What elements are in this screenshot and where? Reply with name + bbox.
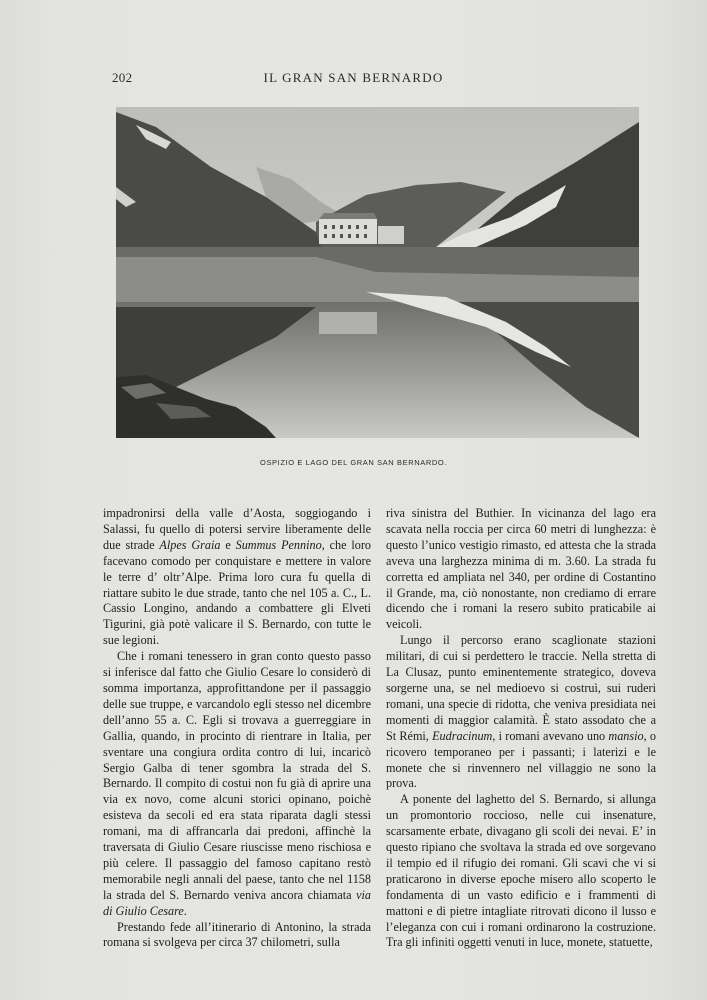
body-paragraph: [103, 920, 371, 952]
body-paragraph: [386, 633, 656, 792]
text-run: riva sinistra del Buthier. In vicinanza del lago era scavata nella roccia per circa 60 metri di lunghezza: è questo l’unico vestigio rimasto, ed attesta che la strada aveva una larghezza minima di m. 3.60. La strada fu corretta ed ampliata nel 340, per ordine di Costantino il Grande, ma, ciò nonostante, non crediamo di errare dicendo che i romani la resero subito praticabile ai veicoli.: [386, 506, 656, 632]
text-run: Lungo il percorso erano scaglionate stazioni militari, di cui si perdettero le traccie. Nella stretta di La Clusaz, punto eminentemente strategico, doveva sorgerne una, se nel medioevo si costruì, sui ruderi romani, una specie di ridotta, che veniva presidiata nei momenti di maggior calamità. È stato assodato che a St Rémi,: [386, 633, 656, 743]
right-text-column: [386, 506, 656, 951]
page-number: 202: [112, 70, 133, 85]
text-run: , che loro facevano comodo per conquistare e mettere in valore le terre d’ oltr’Alpe. Prima loro cura fu quella di riattare subito le due strade, tanto che nel 105 a. C., L. Cassio Longino, andando a combattere gli Elveti Tigurini, già potè valicare il S. Bernardo, con tutte le sue legioni.: [103, 537, 372, 648]
text-run: Prestando fede all’itinerario di Antonino, la strada romana si svolgeva per circa 37 chilometri, sulla: [103, 919, 371, 950]
body-paragraph: [103, 506, 371, 649]
body-paragraph: [386, 506, 656, 633]
figure-caption: OSPIZIO E LAGO DEL GRAN SAN BERNARDO.: [260, 458, 447, 467]
italic-text: Summus Pennino: [235, 537, 322, 552]
italic-text: mansio: [608, 728, 644, 743]
text-run: Che i romani tenessero in gran conto questo passo si inferisce dal fatto che Giulio Cesare lo considerò di somma importanza, approfittandone per il passaggio delle sue truppe, e varcandolo egli stesso nel dicembre dell’anno 55 a. C. Egli si trovava a guerreggiare in Gallia, quando, in procinto di rientrare in Italia, per sventare una congiura ordita contro di lui, incaricò Sergio Galba di tener sgombra la strada del S. Bernardo. Il compito di costui non fu già di aprire una via ex novo, come alcuni storici opinano, poichè esisteva da secoli ed era stata riparata dagli stessi romani, ma di affrancarla dai predoni, affinchè la traversata di Giulio Cesare riuscisse meno rischiosa e più celere. Il passaggio del famoso capitano restò memorabile negli annali del paese, tanto che nel 1158 la strada del S. Bernardo veniva ancora chiamata: [103, 649, 371, 902]
text-run: e: [220, 537, 236, 552]
left-text-column: [103, 506, 371, 951]
text-run: .: [183, 903, 187, 918]
hospice-lake-photo: [116, 107, 639, 438]
body-paragraph: [103, 649, 371, 919]
italic-text: Eudracinum: [432, 728, 493, 743]
running-title: IL GRAN SAN BERNARDO: [263, 70, 444, 85]
italic-text: via di Giulio Cesare: [103, 887, 371, 918]
text-run: A ponente del laghetto del S. Bernardo, si allunga un promontorio roccioso, nelle cui insenature, scarsamente erbate, divagano gli scoli dei nevai. E’ in questo ripiano che svoltava la strada ed ove sorgevano il tempio ed il rifugio dei romani. Gli scavi che vi si praticarono in diverse epoche misero allo scoperto le fondamenta di un vasto edificio e i frammenti di mattoni e di pietre intagliate ritrovati dicono il lusso e l’eleganza con cui i romani ordinarono la costruzione. Tra gli infiniti oggetti venuti in luce, monete, statuette,: [386, 792, 656, 950]
text-run: impadronirsi della valle d’Aosta, soggiogando i Salassi, fu quello di potersi servire liberamente delle due strade: [103, 506, 371, 552]
italic-text: Alpes Graia: [159, 537, 221, 552]
text-run: , i romani avevano uno: [492, 728, 609, 743]
body-paragraph: [386, 792, 656, 951]
text-run: , o ricovero temporaneo per i passanti; i laterizi e le monete che si rinvennero nel villaggio ne sono la prova.: [386, 728, 656, 791]
